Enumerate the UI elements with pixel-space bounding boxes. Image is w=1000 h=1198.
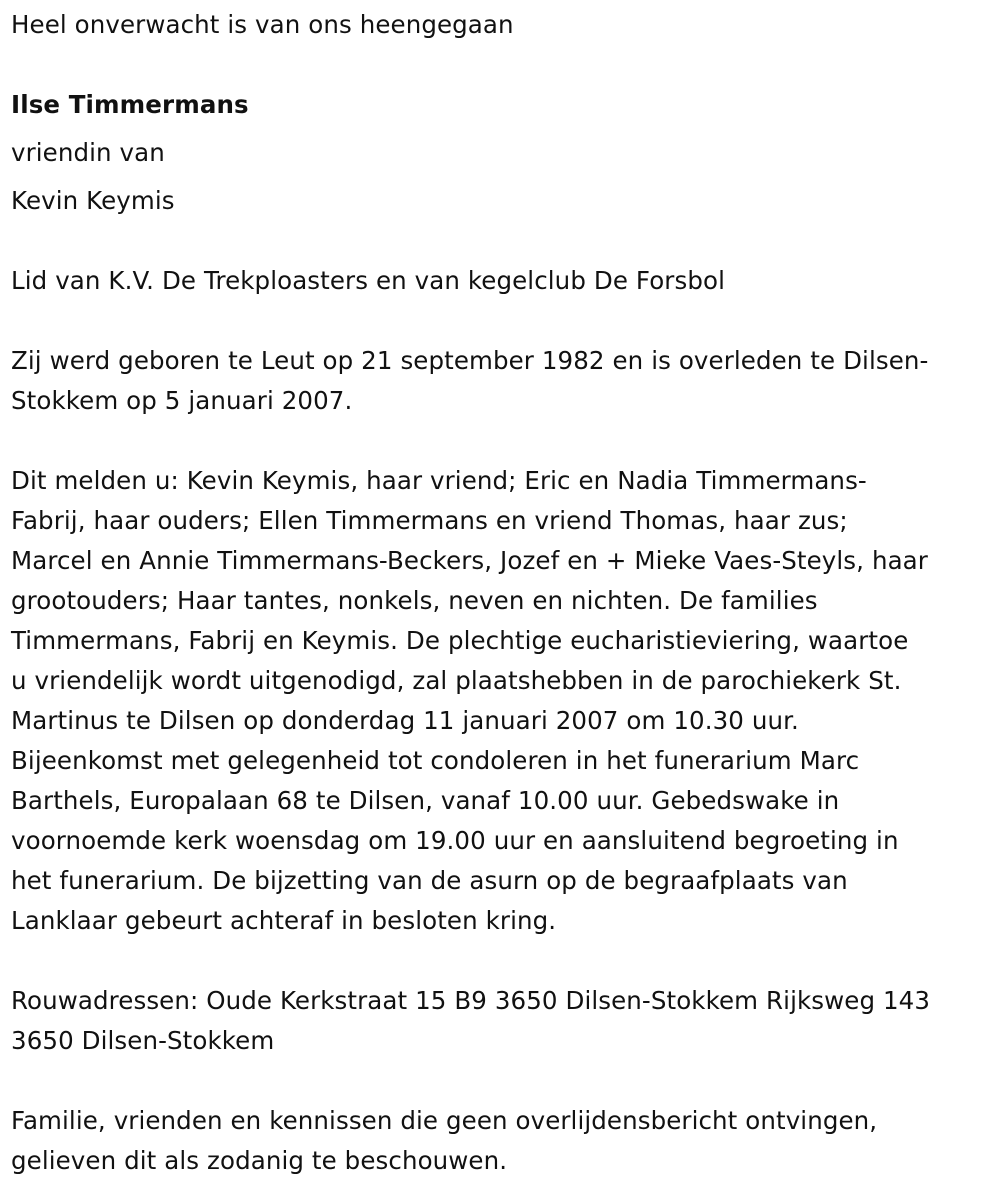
announcement-line: het funerarium. De bijzetting van de asurn op de begraafplaats van (11, 866, 848, 895)
membership-line: Lid van K.V. De Trekploasters en van kegelclub De Forsbol (11, 266, 725, 295)
address-line: 3650 Dilsen-Stokkem (11, 1026, 275, 1055)
announcement-line: u vriendelijk wordt uitgenodigd, zal plaatshebben in de parochiekerk St. (11, 666, 902, 695)
birth-death-line: Zij werd geboren te Leut op 21 september 1982 en is overleden te Dilsen- (11, 346, 929, 375)
announcement-line: Lanklaar gebeurt achteraf in besloten kring. (11, 906, 557, 935)
announcement-paragraph (11, 461, 995, 941)
announcement-line: Barthels, Europalaan 68 te Dilsen, vanaf 10.00 uur. Gebedswake in (11, 786, 840, 815)
birth-death-line: Stokkem op 5 januari 2007. (11, 386, 353, 415)
birth-death-paragraph (11, 341, 995, 421)
addresses-paragraph (11, 981, 995, 1061)
address-line: Rouwadressen: Oude Kerkstraat 15 B9 3650 Dilsen-Stokkem Rijksweg 143 (11, 986, 931, 1015)
partner-name: Kevin Keymis (11, 186, 175, 215)
closing-line: Familie, vrienden en kennissen die geen overlijdensbericht ontvingen, (11, 1106, 878, 1135)
closing-paragraph (11, 1101, 995, 1181)
announcement-line: Marcel en Annie Timmermans-Beckers, Jozef en + Mieke Vaes-Steyls, haar (11, 546, 928, 575)
announcement-line: Fabrij, haar ouders; Ellen Timmermans en vriend Thomas, haar zus; (11, 506, 848, 535)
announcement-line: Timmermans, Fabrij en Keymis. De plechtige eucharistieviering, waartoe (11, 626, 909, 655)
relation-line: vriendin van (11, 138, 165, 167)
announcement-line: Bijeenkomst met gelegenheid tot condoleren in het funerarium Marc (11, 746, 860, 775)
closing-line: gelieven dit als zodanig te beschouwen. (11, 1146, 508, 1175)
announcement-line: voornoemde kerk woensdag om 19.00 uur en aansluitend begroeting in (11, 826, 899, 855)
announcement-line: Dit melden u: Kevin Keymis, haar vriend; Eric en Nadia Timmermans- (11, 466, 867, 495)
announcement-line: grootouders; Haar tantes, nonkels, neven en nichten. De families (11, 586, 818, 615)
deceased-name: Ilse Timmermans (11, 90, 249, 119)
announcement-line: Martinus te Dilsen op donderdag 11 januari 2007 om 10.30 uur. (11, 706, 799, 735)
opening-line: Heel onverwacht is van ons heengegaan (11, 10, 514, 39)
